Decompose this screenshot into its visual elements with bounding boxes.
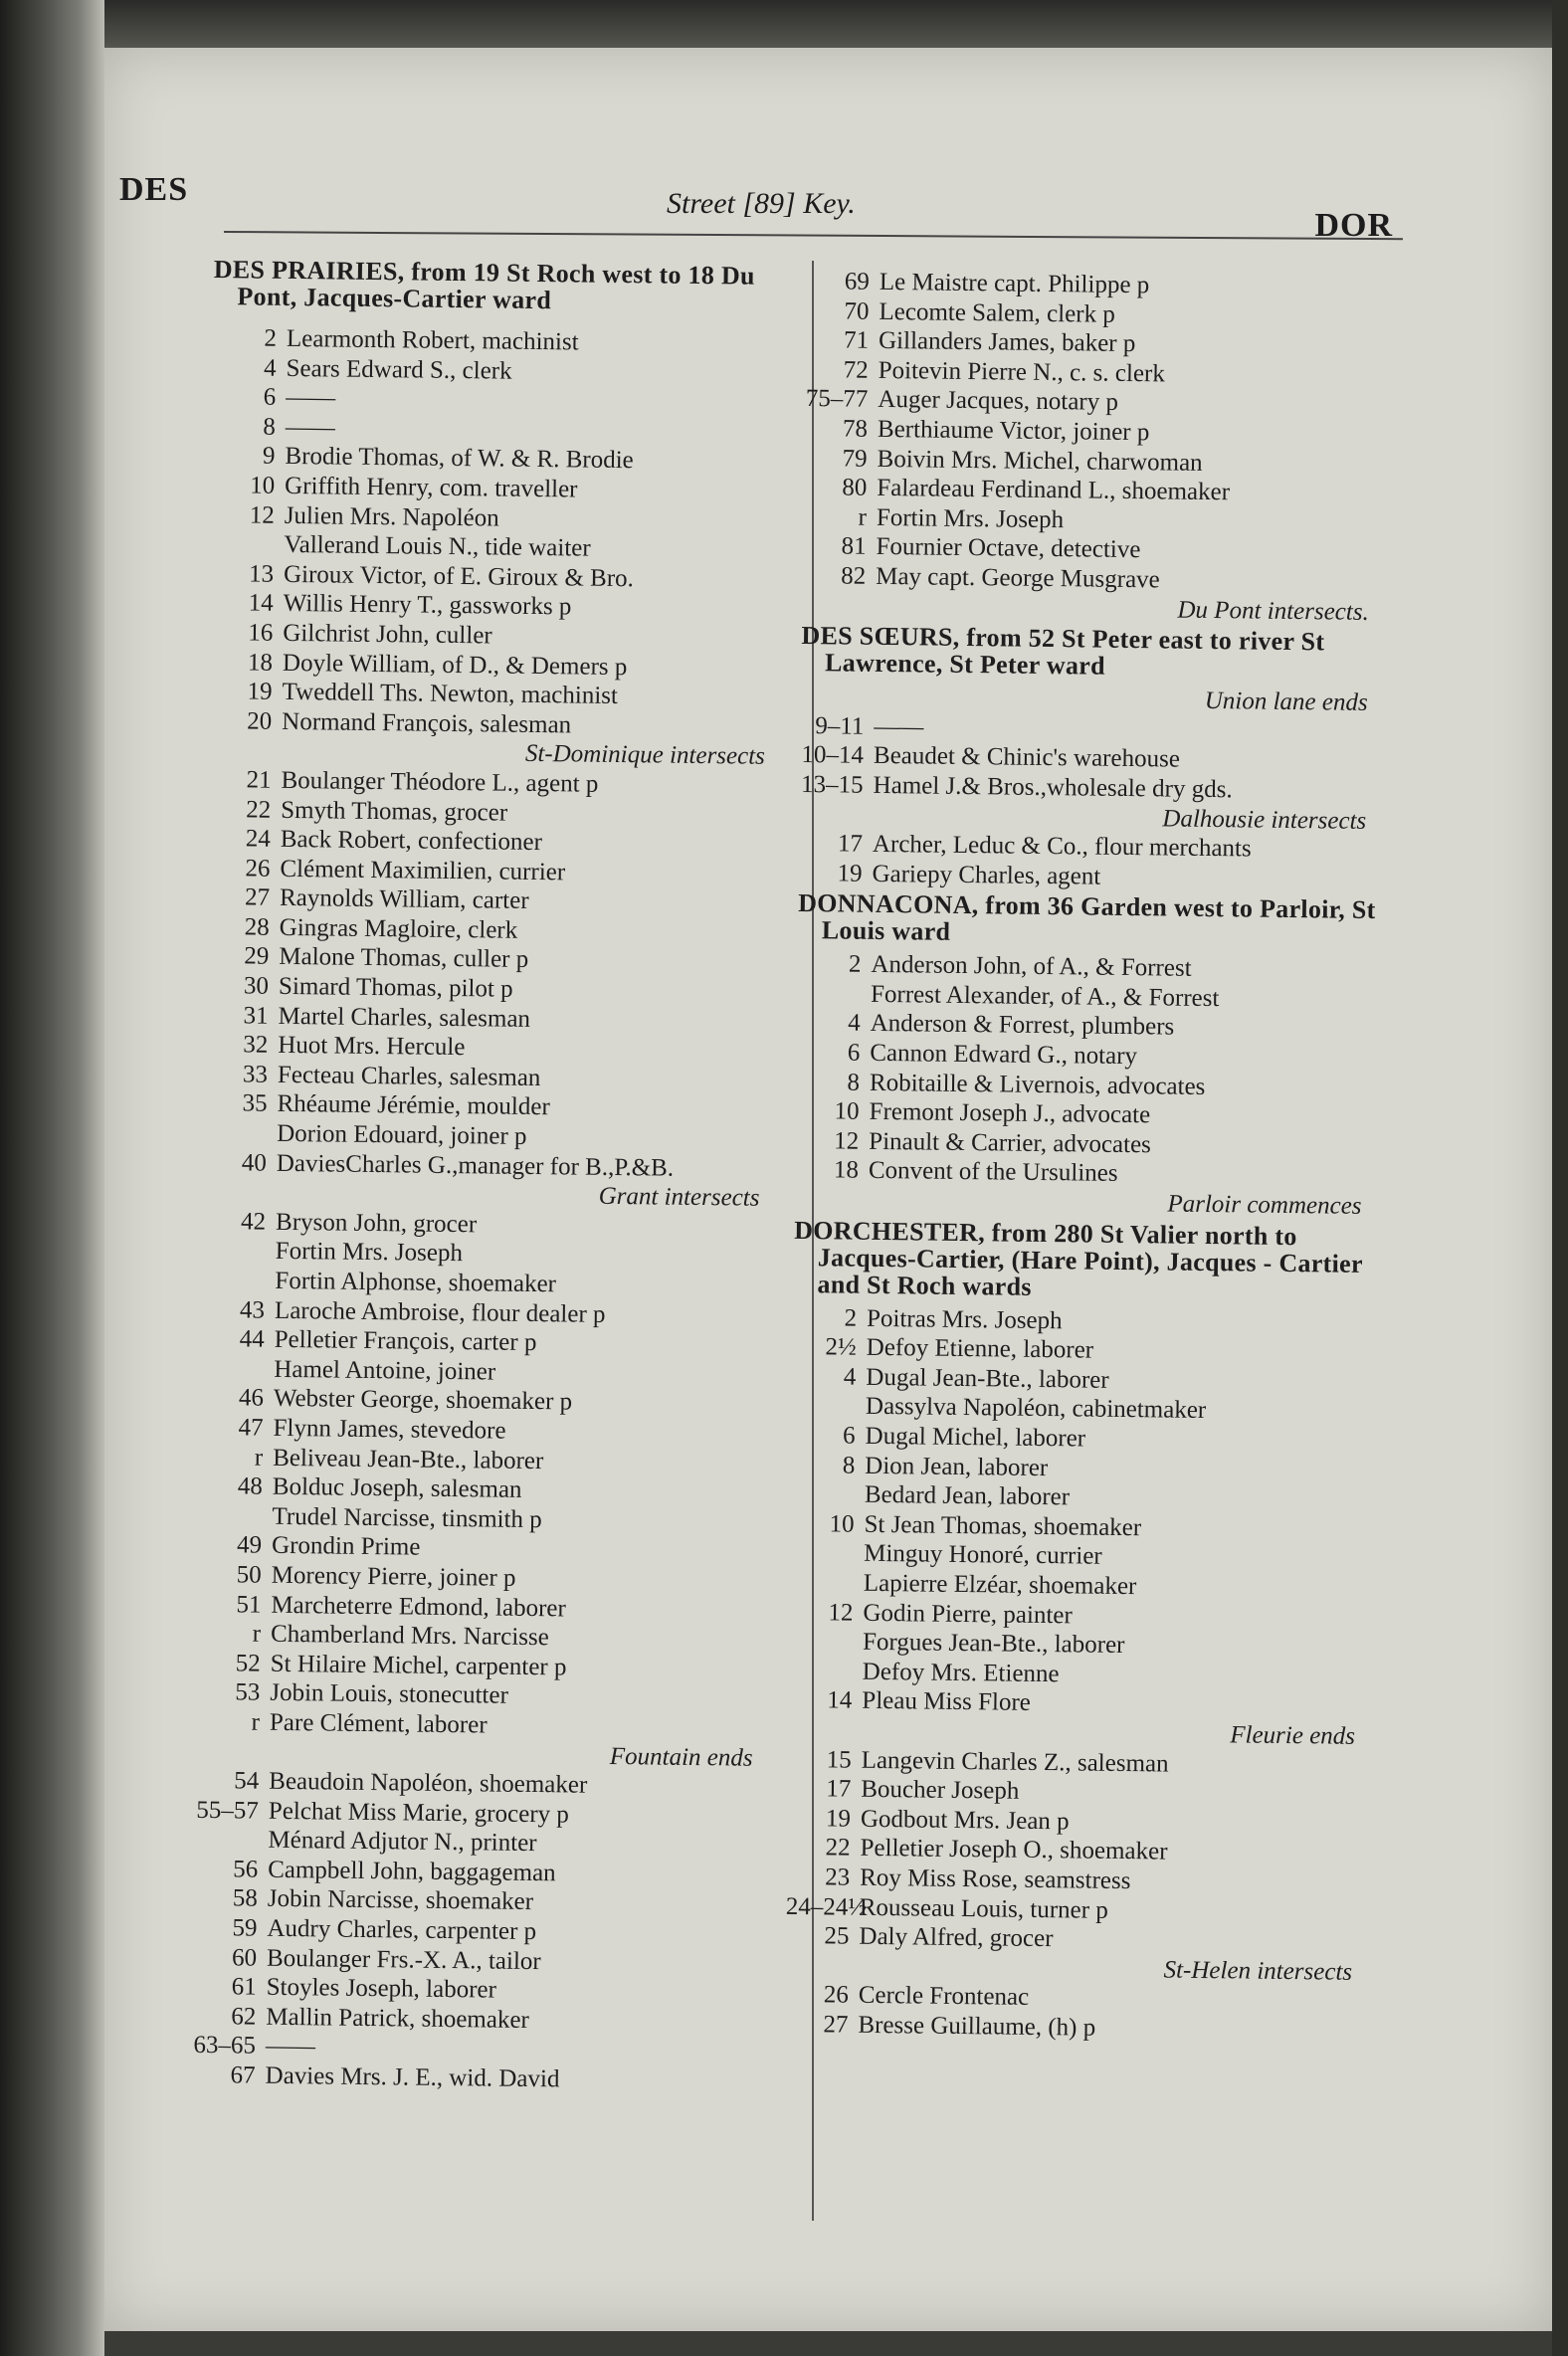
resident-name: Gariepy Charles, agent <box>872 860 1101 890</box>
resident-name: Pelletier François, carter p <box>274 1326 537 1357</box>
house-number: 2 <box>844 1304 858 1332</box>
house-number: 2 <box>848 950 862 979</box>
house-number <box>789 1627 863 1657</box>
house-number: 63–65 <box>193 2032 257 2061</box>
house-number: 70 <box>844 297 870 325</box>
house-number: 10–14 <box>801 741 865 770</box>
resident-name: Webster George, shoemaker p <box>273 1385 573 1416</box>
resident-name: Jobin Narcisse, shoemaker <box>267 1885 534 1916</box>
book-spine <box>0 0 104 2356</box>
house-number: 22 <box>246 795 272 824</box>
house-number: 71 <box>843 326 870 354</box>
house-number: 31 <box>243 1002 269 1030</box>
house-number <box>792 1391 866 1421</box>
resident-name: Anderson & Forrest, plumbers <box>870 1010 1175 1042</box>
resident-name: Audry Charles, carpenter p <box>267 1914 537 1946</box>
resident-name: —— <box>285 413 336 442</box>
resident-name: Cannon Edward G., notary <box>870 1039 1138 1071</box>
house-number <box>203 1118 277 1148</box>
house-number: 6 <box>842 1422 856 1450</box>
resident-name: Bryson John, grocer <box>275 1208 478 1239</box>
resident-name: Lapierre Elzéar, shoemaker <box>863 1569 1137 1601</box>
resident-name: Griffith Henry, com. traveller <box>284 472 578 503</box>
house-number: 23 <box>825 1864 851 1891</box>
resident-name: Jobin Louis, stonecutter <box>270 1679 509 1710</box>
resident-name: Martel Charles, salesman <box>278 1002 531 1033</box>
house-number: 25 <box>824 1922 850 1950</box>
resident-name: Tweddell Ths. Newton, machinist <box>282 678 619 710</box>
house-number <box>201 1266 275 1295</box>
house-number: 19 <box>825 1805 852 1833</box>
house-number: 24–24½ <box>785 1892 868 1921</box>
house-number: r <box>858 503 868 531</box>
house-number: 44 <box>239 1325 265 1353</box>
house-number: 69 <box>844 268 870 295</box>
resident-name: Pelletier Joseph O., shoemaker <box>860 1835 1168 1865</box>
resident-name: Langevin Charles Z., salesman <box>861 1746 1169 1778</box>
house-number: 59 <box>232 1914 258 1942</box>
resident-name: Malone Thomas, culler p <box>279 943 529 974</box>
resident-name: Beaudoin Napoléon, shoemaker <box>269 1767 588 1799</box>
street-heading: DONNACONA, from 36 Garden west to Parloir, St Louis ward <box>798 888 1376 947</box>
house-number: 53 <box>235 1678 261 1706</box>
house-number: 14 <box>827 1686 853 1715</box>
house-number: 61 <box>231 1973 257 2001</box>
header-title: Street [89] Key. <box>667 187 856 220</box>
house-number: 24 <box>245 825 271 853</box>
resident-name: Willis Henry T., gassworks p <box>283 590 572 621</box>
resident-name: Pare Clément, laborer <box>269 1708 488 1739</box>
house-number: 26 <box>823 1981 849 2009</box>
house-number: 60 <box>231 1944 258 1972</box>
house-number <box>797 979 871 1009</box>
house-number: 28 <box>244 913 270 941</box>
house-number: 8 <box>263 413 277 441</box>
resident-name: Laroche Ambroise, flour dealer p <box>274 1296 606 1328</box>
house-number <box>200 1354 274 1384</box>
page-header <box>119 119 1403 244</box>
resident-name: Giroux Victor, of E. Giroux & Bro. <box>283 560 635 592</box>
resident-name: Sears Edward S., clerk <box>286 354 512 385</box>
house-number: 80 <box>842 474 868 501</box>
resident-name: Julien Mrs. Napoléon <box>284 501 499 532</box>
resident-name: Fremont Joseph J., advocate <box>869 1098 1151 1129</box>
resident-name: St Jean Thomas, shoemaker <box>864 1510 1142 1541</box>
resident-name: Forgues Jean-Bte., laborer <box>862 1628 1125 1660</box>
resident-name: Boucher Joseph <box>861 1775 1020 1805</box>
house-number: 55–57 <box>196 1796 260 1825</box>
house-number: r <box>254 1444 264 1472</box>
house-number: 19 <box>247 678 273 705</box>
intersection-note: Fountain ends <box>609 1742 753 1772</box>
resident-name: Vallerand Louis N., tide waiter <box>284 531 591 562</box>
house-number: 4 <box>843 1363 857 1391</box>
resident-name: Bedard Jean, laborer <box>864 1481 1071 1511</box>
resident-name: Rousseau Louis, turner p <box>859 1893 1108 1924</box>
resident-name: Flynn James, stevedore <box>273 1414 506 1445</box>
resident-name: Doyle William, of D., & Demers p <box>282 649 628 681</box>
house-number: 12 <box>249 501 275 529</box>
house-number: 13 <box>248 560 275 588</box>
resident-name: Huot Mrs. Hercule <box>278 1032 466 1062</box>
resident-name: Dorion Edouard, joiner p <box>277 1119 527 1150</box>
resident-name: —— <box>265 2033 316 2061</box>
street-heading: DES SŒURS, from 52 St Peter east to river St Lawrence, St Peter ward <box>801 621 1325 681</box>
intersection-note: Dalhousie intersects <box>1162 804 1367 835</box>
house-number: 58 <box>232 1884 258 1913</box>
house-number: 79 <box>842 445 868 473</box>
intersection-note: Grant intersects <box>598 1183 760 1212</box>
intersection-note: Union lane ends <box>1204 687 1368 717</box>
house-number: 6 <box>847 1039 861 1067</box>
house-number: 30 <box>243 972 270 1000</box>
right-column <box>784 267 1403 2047</box>
resident-name: Forrest Alexander, of A., & Forrest <box>870 980 1220 1013</box>
header-left-guide: DES <box>119 171 189 208</box>
resident-name: St Hilaire Michel, carpenter p <box>270 1650 567 1681</box>
house-number <box>789 1657 863 1686</box>
house-number: 67 <box>230 2062 256 2089</box>
house-number: 47 <box>238 1414 264 1442</box>
house-number: 10 <box>249 472 276 499</box>
house-number: 40 <box>241 1149 268 1177</box>
resident-name: Grondin Prime <box>271 1532 421 1561</box>
house-number: 33 <box>242 1061 269 1088</box>
house-number: 2 <box>264 324 278 352</box>
resident-name: Roy Miss Rose, seamstress <box>860 1864 1131 1895</box>
resident-name: Bolduc Joseph, salesman <box>272 1472 522 1504</box>
house-number: 52 <box>235 1650 261 1677</box>
house-number: 18 <box>247 648 274 677</box>
resident-name: Falardeau Ferdinand L., shoemaker <box>877 475 1231 506</box>
resident-name: Boivin Mrs. Michel, charwoman <box>877 445 1203 477</box>
resident-name: Morency Pierre, joiner p <box>271 1561 516 1592</box>
house-number: 35 <box>242 1089 268 1118</box>
resident-name: May capt. George Musgrave <box>876 562 1160 594</box>
intersection-note: Fleurie ends <box>1230 1721 1356 1750</box>
house-number: 6 <box>263 383 277 411</box>
resident-name: Beliveau Jean-Bte., laborer <box>273 1444 544 1474</box>
house-number: 9 <box>262 442 276 471</box>
house-number: 2½ <box>825 1333 857 1361</box>
house-number: 17 <box>837 830 864 858</box>
resident-name: Back Robert, confectioner <box>280 825 543 857</box>
house-number <box>791 1479 865 1509</box>
house-number: 51 <box>236 1590 262 1619</box>
resident-name: Mallin Patrick, shoemaker <box>266 2003 530 2034</box>
resident-name: Trudel Narcisse, tinsmith p <box>272 1502 542 1533</box>
resident-name: Defoy Etienne, laborer <box>866 1334 1094 1364</box>
resident-name: —— <box>874 712 924 741</box>
resident-name: Boulanger Frs.-X. A., tailor <box>266 1944 541 1975</box>
resident-name: Fournier Octave, detective <box>876 533 1141 564</box>
house-number: 21 <box>246 766 272 794</box>
house-number: 72 <box>843 356 869 384</box>
resident-name: Stoyles Joseph, laborer <box>266 1974 497 2004</box>
resident-name: Hamel J.& Bros.,wholesale dry gds. <box>873 771 1233 804</box>
house-number: 75–77 <box>805 385 869 414</box>
house-number: 14 <box>248 589 274 618</box>
house-number <box>790 1568 864 1598</box>
resident-name: Boulanger Théodore L., agent p <box>281 766 599 798</box>
house-number: 20 <box>247 707 273 735</box>
resident-name: Godin Pierre, painter <box>863 1599 1073 1629</box>
resident-name: Hamel Antoine, joiner <box>274 1355 496 1386</box>
resident-name: Godbout Mrs. Jean p <box>860 1805 1070 1836</box>
house-number: 10 <box>829 1510 855 1538</box>
resident-name: Brodie Thomas, of W. & R. Brodie <box>285 443 634 475</box>
house-number: 4 <box>263 354 277 382</box>
resident-name: Pelchat Miss Marie, grocery p <box>268 1797 570 1829</box>
intersection-note: Du Pont intersects. <box>1177 596 1369 626</box>
house-number: 54 <box>234 1767 260 1795</box>
resident-name: Defoy Mrs. Etienne <box>862 1658 1060 1687</box>
resident-name: Clément Maximilien, currier <box>280 855 566 886</box>
resident-name: Fortin Mrs. Joseph <box>876 503 1065 533</box>
house-number: 56 <box>232 1856 259 1883</box>
house-number: r <box>252 1620 262 1648</box>
house-number: 48 <box>237 1472 264 1500</box>
house-number: 12 <box>828 1598 854 1627</box>
resident-name: Dassylva Napoléon, cabinetmaker <box>865 1393 1207 1425</box>
house-number: 15 <box>826 1745 852 1774</box>
house-number: 29 <box>244 942 270 971</box>
resident-name: Archer, Leduc & Co., flour merchants <box>872 830 1252 863</box>
house-number: r <box>251 1708 261 1736</box>
resident-name: Fecteau Charles, salesman <box>277 1061 541 1091</box>
house-number: 82 <box>841 562 867 590</box>
house-number: 26 <box>245 855 271 883</box>
house-number <box>210 529 284 559</box>
resident-name: Anderson John, of A., & Forrest <box>871 951 1192 983</box>
resident-name: Dion Jean, laborer <box>865 1452 1049 1481</box>
house-number: 46 <box>238 1384 265 1413</box>
house-number: 22 <box>825 1834 851 1862</box>
resident-name: Beaudet & Chinic's warehouse <box>873 742 1181 773</box>
resident-name: Le Maistre capt. Philippe p <box>879 268 1150 299</box>
resident-name: Campbell John, baggageman <box>267 1856 556 1887</box>
resident-name: Pinault & Carrier, advocates <box>869 1127 1152 1159</box>
resident-name: Auger Jacques, notary p <box>878 386 1119 417</box>
house-number: 8 <box>847 1069 861 1096</box>
resident-name: Ménard Adjutor N., printer <box>268 1827 537 1858</box>
house-number: 17 <box>826 1775 852 1803</box>
scan-top-border <box>0 0 1568 48</box>
street-heading: DORCHESTER, from 280 St Valier north to Jacques-Cartier, (Hare Point), Jacques - Cartier and St Roch wards <box>793 1215 1363 1301</box>
intersection-note: Parloir commences <box>1167 1190 1362 1220</box>
resident-name: Dugal Jean-Bte., laborer <box>866 1363 1109 1394</box>
house-number: 10 <box>834 1097 860 1125</box>
house-number: 16 <box>248 619 274 647</box>
resident-name: Pleau Miss Flore <box>862 1687 1031 1717</box>
house-number: 43 <box>239 1295 266 1324</box>
resident-name: Raynolds William, carter <box>279 884 529 915</box>
house-number <box>198 1501 272 1531</box>
resident-name: Lecomte Salem, clerk p <box>879 297 1116 328</box>
resident-name: Berthiaume Victor, joiner p <box>877 415 1150 447</box>
house-number <box>790 1538 864 1568</box>
resident-name: Chamberland Mrs. Narcisse <box>270 1620 549 1652</box>
house-number: 13–15 <box>800 770 864 799</box>
house-number: 78 <box>842 415 869 443</box>
intersection-note: St-Dominique intersects <box>524 740 766 771</box>
house-number: 32 <box>243 1031 269 1059</box>
resident-name: DaviesCharles G.,manager for B.,P.&B. <box>276 1149 675 1182</box>
house-number: 27 <box>823 2011 849 2039</box>
resident-name: Learmonth Robert, machinist <box>286 324 579 356</box>
house-number <box>202 1236 276 1266</box>
resident-name: Dugal Michel, laborer <box>865 1422 1086 1453</box>
house-number: 9–11 <box>815 711 865 740</box>
resident-name: Gilchrist John, culler <box>283 619 492 650</box>
house-number: 50 <box>236 1561 262 1589</box>
house-number: 4 <box>848 1010 861 1038</box>
resident-name: —— <box>286 384 336 412</box>
resident-name: Robitaille & Livernois, advocates <box>869 1069 1206 1100</box>
resident-name: Minguy Honoré, currier <box>864 1540 1102 1571</box>
resident-name: Daly Alfred, grocer <box>859 1922 1054 1953</box>
resident-name: Gingras Magloire, clerk <box>279 913 518 944</box>
resident-name: Gillanders James, baker p <box>878 327 1136 358</box>
resident-name: Fortin Alphonse, shoemaker <box>275 1267 557 1298</box>
house-number: 42 <box>240 1208 267 1236</box>
house-number: 49 <box>236 1531 263 1560</box>
resident-name: Fortin Mrs. Joseph <box>275 1238 464 1268</box>
intersection-note: St-Helen intersects <box>1163 1956 1353 1986</box>
house-number: 19 <box>837 860 863 887</box>
resident-name: Poitevin Pierre N., c. s. clerk <box>878 356 1166 388</box>
resident-name: Cercle Frontenac <box>858 1982 1030 2012</box>
house-number: 18 <box>833 1156 860 1185</box>
resident-name: Smyth Thomas, grocer <box>281 796 508 827</box>
scan-right-border <box>1552 0 1568 2356</box>
resident-name: Rhéaume Jérémie, moulder <box>277 1090 550 1121</box>
house-number: 8 <box>842 1452 856 1479</box>
house-number <box>194 1825 268 1855</box>
street-heading: DES PRAIRIES, from 19 St Roch west to 18 Du Pont, Jacques-Cartier ward <box>213 254 755 315</box>
house-number: 12 <box>834 1127 860 1155</box>
resident-name: Poitras Mrs. Joseph <box>866 1304 1063 1334</box>
house-number: 62 <box>231 2003 257 2031</box>
resident-name: Simard Thomas, pilot p <box>278 972 513 1003</box>
resident-name: Davies Mrs. J. E., wid. David <box>265 2062 560 2093</box>
header-right-guide: DOR <box>1314 207 1393 244</box>
resident-name: Bresse Guillaume, (h) p <box>858 2011 1096 2042</box>
house-number: 27 <box>244 884 271 912</box>
resident-name: Normand François, salesman <box>282 707 572 739</box>
left-column <box>191 254 801 2097</box>
house-number: 81 <box>841 532 867 561</box>
resident-name: Marcheterre Edmond, laborer <box>271 1591 566 1622</box>
resident-name: Convent of the Ursulines <box>868 1157 1118 1188</box>
